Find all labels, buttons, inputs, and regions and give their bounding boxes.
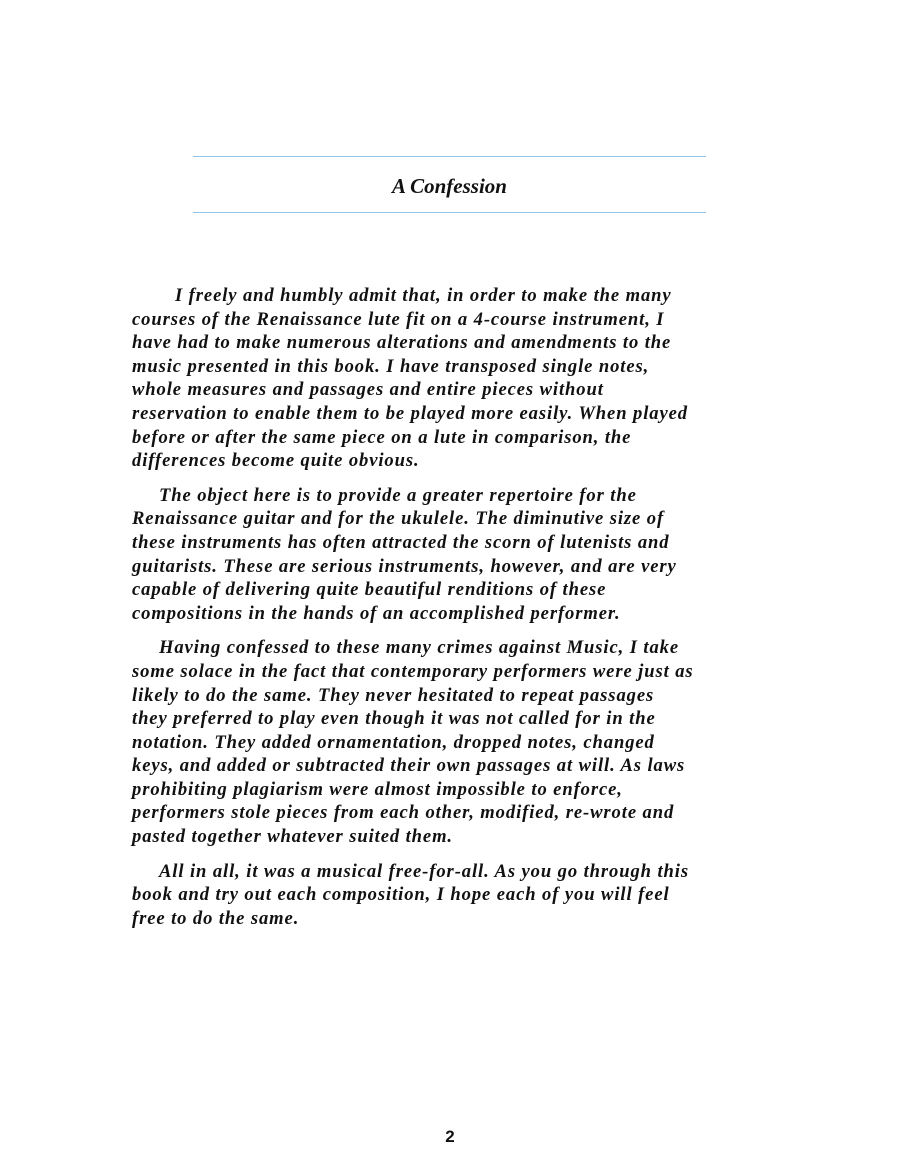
text-line: free to do the same. [132,907,300,929]
page-number: 2 [445,1127,455,1146]
text-line: Having confessed to these many crimes against Music, I take [159,637,680,659]
text-line: I freely and humbly admit that, in order to make the many [175,285,672,306]
text-line: likely to do the same. They never hesitated to repeat passages [132,684,655,706]
text-line: some solace in the fact that contemporary performers were just as [132,660,694,682]
paragraph-1 [132,284,772,473]
text-line: All in all, it was a musical free-for-all. As you go through this [159,860,689,882]
body-text [132,284,772,941]
text-line: Renaissance guitar and for the ukulele. The diminutive size of [132,508,665,530]
paragraph-4 [132,860,772,931]
text-line: prohibiting plagiarism were almost impossible to enforce, [132,778,623,800]
text-line: capable of delivering quite beautiful renditions of these [132,579,607,601]
text-line: The object here is to provide a greater repertoire for the [159,484,637,506]
text-line: these instruments has often attracted the scorn of lutenists and [132,531,670,553]
title-top-rule [193,156,706,157]
text-line: guitarists. These are serious instruments, however, and are very [132,555,677,577]
text-line: pasted together whatever suited them. [132,826,453,848]
text-line: compositions in the hands of an accomplished performer. [132,602,621,624]
text-line: reservation to enable them to be played more easily. When played [132,402,688,424]
text-line: whole measures and passages and entire pieces without [132,379,604,401]
page-title: A Confession [392,174,507,198]
text-line: book and try out each composition, I hope each of you will feel [132,884,670,906]
text-line: before or after the same piece on a lute in comparison, the [132,426,632,448]
text-line: courses of the Renaissance lute fit on a 4-course instrument, I [132,308,665,330]
text-line: have had to make numerous alterations and amendments to the [132,332,672,354]
text-line: music presented in this book. I have transposed single notes, [132,355,650,377]
text-line: differences become quite obvious. [132,450,420,472]
title-bottom-rule [193,212,706,213]
text-line: they preferred to play even though it was not called for in the [132,708,656,730]
text-line: keys, and added or subtracted their own passages at will. As laws [132,755,686,777]
paragraph-3 [132,636,772,848]
text-line: performers stole pieces from each other, modified, re-wrote and [132,802,675,824]
paragraph-2 [132,484,772,626]
text-line: notation. They added ornamentation, dropped notes, changed [132,731,655,753]
